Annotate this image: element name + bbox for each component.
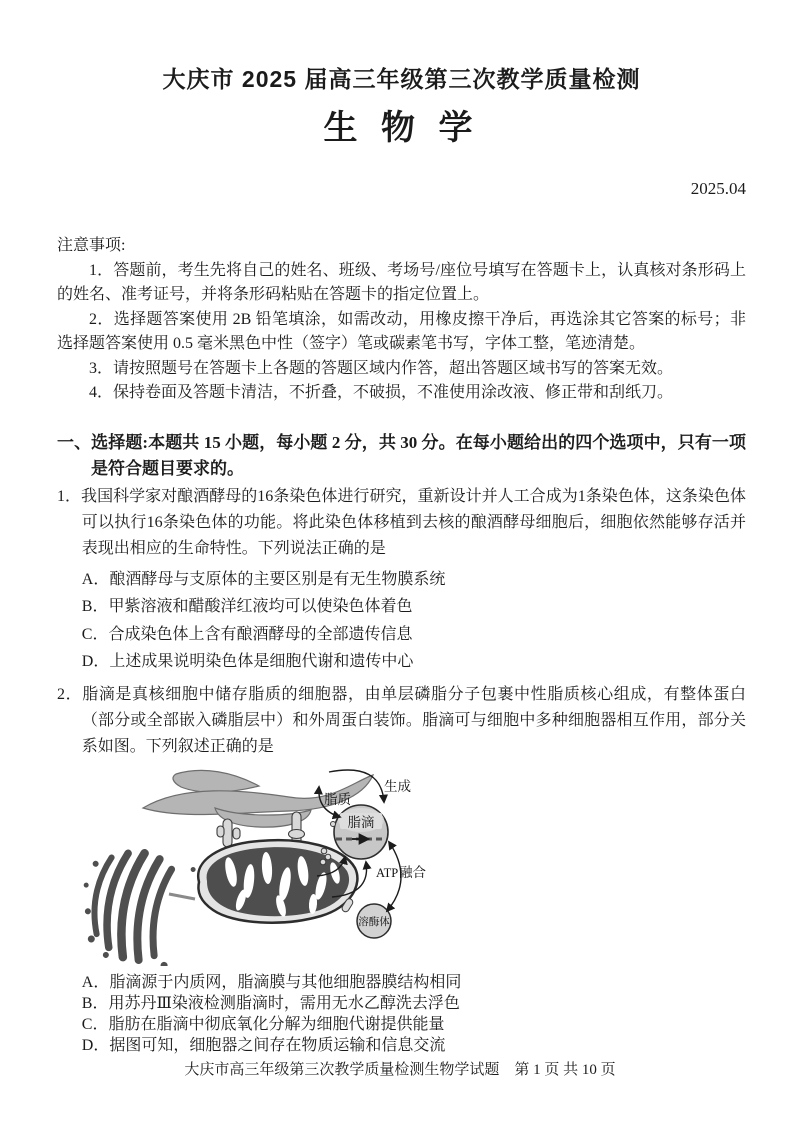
notice-item-1: 1．答题前，考生先将自己的姓名、班级、考场号/座位号填写在答题卡上，认真核对条形码上的姓名、准考证号，并将条形码粘贴在答题卡的指定位置上。	[57, 261, 746, 303]
mitochondrion-shape	[198, 840, 357, 923]
lipid-droplet-shape	[334, 805, 388, 859]
lipid-label: 脂质	[324, 791, 351, 807]
question-1-stem	[57, 484, 746, 562]
question-1-option-b: B．甲紫溶液和醋酸洋红液均可以使染色体着色	[81, 598, 413, 615]
question-2-text: 脂滴是真核细胞中储存脂质的细胞器，由单层磷脂分子包裹中性脂质核心组成，有整体蛋白（部分或全部嵌入磷脂层中）和外周蛋白装饰。脂滴可与细胞中多种细胞器相互作用，部分关系如图。下列叙述正确的是	[81, 685, 746, 755]
fusion-label: 融合	[399, 864, 426, 880]
question-2	[57, 682, 746, 1056]
atp-label: ATP	[376, 865, 399, 880]
question-2-options	[82, 972, 746, 1056]
question-1-option-c: C．合成染色体上含有酿酒酵母的全部遗传信息	[81, 625, 413, 643]
question-1-option-a: A．酿酒酵母与支原体的主要区别是有无生物膜系统	[81, 570, 446, 588]
question-2-option-c: C．脂肪在脂滴中彻底氧化分解为细胞代谢提供能量	[81, 1015, 445, 1033]
question-1-number: 1．	[57, 487, 82, 505]
subject-title: 生 物 学	[323, 109, 480, 147]
page-title: 大庆市 2025 届高三年级第三次教学质量检测	[162, 66, 641, 92]
question-2-stem	[57, 682, 746, 760]
question-1-text: 我国科学家对酿酒酵母的16条染色体进行研究，重新设计并人工合成为1条染色体，这条染色体可以执行16条染色体的功能。将此染色体移植到去核的酿酒酵母细胞后，细胞依然能够存活并表现出相应的生命特性。下列说法正确的是	[81, 487, 746, 557]
organelle-interaction-figure	[81, 764, 429, 966]
golgi-mito-connector	[169, 894, 195, 899]
lipid-droplet-label: 脂滴	[347, 814, 375, 830]
generate-label: 生成	[384, 778, 411, 794]
question-1	[57, 484, 746, 676]
notice-heading: 注意事项:	[57, 237, 126, 254]
question-2-option-a: A．脂滴源于内质网，脂滴膜与其他细胞器膜结构相同	[81, 973, 462, 991]
notice-item-3: 3．请按照题号在答题卡上各题的答题区域内作答，超出答题区域书写的答案无效。	[89, 359, 674, 377]
notice-item-4: 4．保持卷面及答题卡清洁，不折叠，不破损，不准使用涂改液、修正带和刮纸刀。	[89, 384, 674, 401]
golgi-apparatus-shape	[81, 840, 197, 965]
section-heading: 一、选择题:本题共 15 小题，每小题 2 分，共 30 分。在每小题给出的四个选项中，只有一项是符合题目要求的。	[57, 432, 746, 478]
notice-item-2: 2．选择题答案使用 2B 铅笔填涂，如需改动，用橡皮擦干净后，再选涂其它答案的标号；非选择题答案使用 0.5 毫米黑色中性（签字）笔或碳素笔书写，字体工整，笔迹清楚。	[57, 310, 746, 352]
page-footer: 大庆市高三年级第三次教学质量检测生物学试题 第 1 页 共 10 页	[184, 1062, 616, 1078]
lysosome-label: 溶酶体	[358, 916, 390, 928]
notice-section	[57, 234, 746, 406]
question-2-number: 2．	[57, 685, 83, 703]
question-1-option-d: D．上述成果说明染色体是细胞代谢和遗传中心	[81, 653, 414, 670]
exam-date: 2025.04	[690, 179, 746, 198]
question-1-options	[82, 566, 746, 676]
lysosome-shape	[357, 904, 391, 938]
question-2-option-d: D．据图可知，细胞器之间存在物质运输和信息交流	[81, 1036, 446, 1054]
question-2-option-b: B．用苏丹Ⅲ染液检测脂滴时，需用无水乙醇洗去浮色	[81, 994, 460, 1012]
